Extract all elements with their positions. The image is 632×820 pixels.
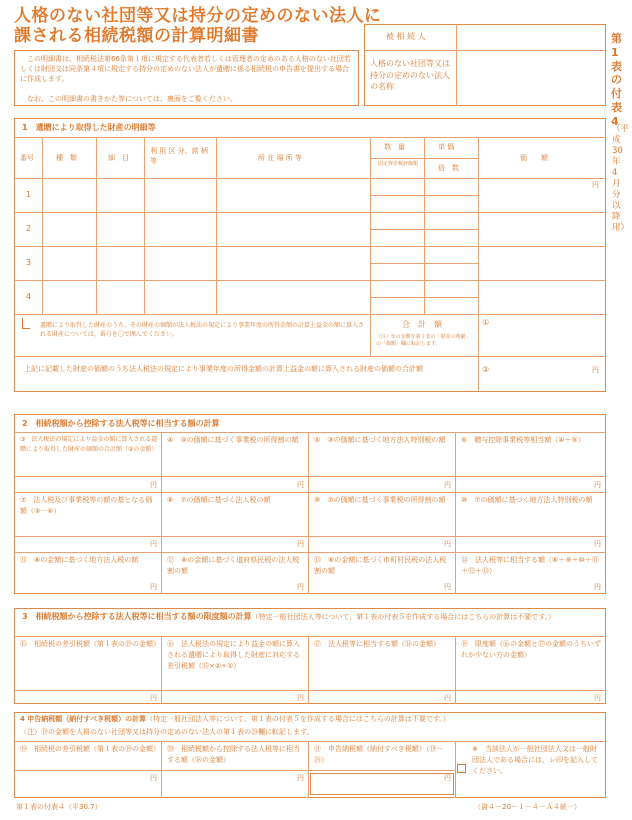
field-2-number: ②	[482, 365, 490, 374]
field-5-label: ⑤ ③の価額に基づく地方法人特別税の額	[314, 436, 446, 444]
property-location-input[interactable]	[218, 180, 368, 210]
property-item-input[interactable]	[98, 180, 142, 210]
heir-name-input[interactable]	[462, 28, 602, 46]
property-kind-input[interactable]	[44, 180, 94, 210]
tax-due-input[interactable]	[310, 773, 454, 795]
taxable-property-description: 上記に記載した財産の価額のうち法人税法の規定により事業年度の所得金額の計算上益金の額に算入される財産の価額の合計額	[24, 365, 423, 373]
field-9-input[interactable]	[310, 538, 440, 551]
section4-title: 4 申告納税額（納付すべき税額）の計算	[20, 715, 147, 723]
unit-yen: 円	[150, 774, 157, 782]
entity-name-input[interactable]	[462, 54, 602, 102]
header-quantity: 数 量	[384, 143, 405, 151]
unit-yen: 円	[444, 694, 451, 702]
field-12-label: ⑫ ⑧の金額に基づく道府県民税の法人税割の額	[167, 556, 300, 576]
unit-yen: 円	[150, 540, 157, 548]
taxable-value-input[interactable]	[496, 360, 604, 390]
section3-heading	[22, 611, 602, 623]
unit-yen: 円	[297, 481, 304, 489]
unit-yen: 円	[594, 583, 601, 591]
field-18-label: ⑱ 限度額（⑯の金額と⑰の金額のうちいずれか少ない方の金額）	[461, 640, 601, 660]
field-11-label: ⑪ ⑧の金額に基づく地方法人税の額	[20, 556, 139, 564]
field-15-label: ⑮ 相続税の差引税額（第１表の⑲の金額）	[20, 640, 160, 648]
unit-yen: 円	[150, 481, 157, 489]
section4-heading	[20, 715, 450, 724]
unit-yen: 円	[297, 774, 304, 782]
form-id-vertical: 第1表の付表4	[611, 32, 622, 128]
field-5-input[interactable]	[310, 478, 440, 491]
section3-note: （特定一般社団法人等について、第１表の付表５を作成する場合にはこちらの計算は不要です。）	[251, 613, 556, 621]
unit-yen: 円	[594, 694, 601, 702]
field-16-label: ⑯ 法人税法の規定により益金の額に算入される遺贈により取得した財産に対応する差引税額（⑮×②÷①）	[167, 640, 300, 671]
note-circle-number: 遺贈により取得した財産のうち、その財産の価額が法人税法の規定により事業年度の所得金額の計算上益金の額に算入される財産については、番号を〇で囲んでください。	[40, 322, 365, 338]
row-number: 4	[26, 292, 32, 301]
field-4-input[interactable]	[163, 478, 293, 491]
unit-yen: 円	[594, 540, 601, 548]
field-17-label: ⑰ 法人税等に相当する額（⑭の金額）	[314, 640, 440, 648]
field-14-label: ⑭ 法人税等に相当する額（⑧＋⑨＋⑩＋⑪＋⑫＋⑬）	[461, 556, 599, 576]
unit-yen: 円	[297, 583, 304, 591]
unit-yen: 円	[444, 481, 451, 489]
field-6-label: ⑥ 贈与控除事業税等相当額（④＋⑤）	[461, 436, 585, 444]
total-note: （注）①の金額を第１表の「財産の明細」の「価額」欄に転記します。	[376, 334, 471, 348]
field-8-input[interactable]	[163, 538, 293, 551]
unit-yen: 円	[592, 181, 599, 189]
header-multiplier: 倍 数	[438, 164, 459, 172]
row-number: 2	[26, 224, 32, 233]
unit-yen: 円	[444, 774, 451, 782]
header-kind: 種 類	[56, 154, 77, 162]
field-1-number: ①	[482, 318, 490, 327]
section2-title: 2 相続税額から控除する法人税等に相当する額の計算	[22, 419, 220, 428]
field-3-label: ③ 法人税法の規定により益金の額に算入される遺贈により取得した財産の価額の合計額（②の金額）	[20, 436, 158, 454]
field-10-label: ⑩ ⑦の価額に基づく地方法人特別税の額	[461, 496, 593, 504]
property-value-input[interactable]	[480, 180, 604, 210]
section4-note: （特定一般社団法人等について、第１表の付表５を作成する場合にはこちらの計算は不要です。）	[146, 715, 450, 723]
row-number: 3	[26, 258, 32, 267]
section3-title: 3 相続税額から控除する法人税等に相当する額の限度額の計算	[22, 612, 252, 621]
unit-yen: 円	[150, 583, 157, 591]
unit-yen: 円	[592, 366, 599, 374]
field-10-input[interactable]	[457, 538, 591, 551]
field-13-label: ⑬ ⑧の金額に基づく市町村民税の法人税割の額	[314, 556, 447, 576]
checkbox-note: ※ 当該法人が一般社団法人又は一般財団法人である場合には、レ印を記入してください。	[472, 745, 598, 775]
section4-note2: （注）⑲の金額を人格のない社団等又は持分の定めのない法人の第１表の⑳欄に転記します。	[20, 728, 314, 736]
bracket-arrow-icon	[22, 318, 30, 329]
intro-note: なお、この明細書の書きかた等については、裏面をご覧ください。	[27, 95, 237, 103]
header-item: 細 目	[108, 154, 129, 162]
unit-yen: 円	[297, 540, 304, 548]
field-7-input[interactable]	[16, 538, 146, 551]
row-number: 1	[26, 190, 32, 199]
field-21-label: ㉑ 申告納税額（納付すべき税額）（⑲－⑳）	[314, 745, 444, 765]
field-6-input[interactable]	[457, 478, 591, 491]
footer-form-number: 第１表の付表４（平30.7）	[16, 803, 102, 811]
heir-label: 被 相 続 人	[386, 32, 426, 41]
header-usage: 利 用 区 分、銘 柄 等	[150, 147, 208, 166]
field-19-label: ⑲ 相続税の差引税額（第１表の⑲の金額）	[20, 745, 160, 753]
unit-yen: 円	[297, 694, 304, 702]
total-value-input[interactable]	[496, 318, 604, 354]
section1-title: 1 遺贈により取得した財産の明細等	[22, 123, 156, 132]
field-7-label: ⑦ 法人税及び事業税等の額の基となる価額（③－⑥）	[20, 496, 153, 516]
header-fixed-asset: 固定資産税評価額	[378, 161, 419, 167]
unit-yen: 円	[150, 694, 157, 702]
unit-yen: 円	[444, 583, 451, 591]
footer-code: （資４－20－１－４－Ａ４統一）	[474, 803, 581, 811]
field-4-label: ④ ③の価額に基づく事業税の所得割の額	[167, 436, 299, 444]
page-title-line1: 人格のない社団等又は持分の定めのない法人に	[14, 6, 382, 26]
entity-label: 人格のない社団等又は持分の定めのない法人の名称	[370, 59, 450, 92]
unit-yen: 円	[444, 540, 451, 548]
header-no: 番号	[20, 154, 34, 162]
general-corporation-checkbox[interactable]	[457, 764, 466, 773]
page-title-line2: 課される相続税額の計算明細書	[14, 26, 259, 46]
intro-paragraph: この明細書は、相続税法第66条第１項に規定する代表者若しくは管理者の定めのある人格のない社団若しくは財団又は同条第４項に規定する持分の定めのない法人が遺贈に係る相続税の申告書を提出する場合に作成します。	[20, 55, 351, 84]
header-location: 所 在 場 所 等	[258, 154, 302, 162]
field-3-input[interactable]	[16, 478, 146, 491]
field-8-label: ⑧ ⑦の価額に基づく法人税の額	[167, 496, 271, 504]
total-label: 合 計 額	[402, 320, 442, 329]
header-value: 価 額	[520, 154, 548, 162]
unit-yen: 円	[594, 481, 601, 489]
field-9-label: ⑨ ⑦の価額に基づく事業税の所得割の額	[314, 496, 446, 504]
header-unit-price: 単 価	[438, 143, 455, 151]
field-20-label: ⑳ 相続税額から控除する法人税等に相当する額（⑱の金額）	[167, 745, 300, 765]
period-vertical: （平成30年4月分以降用）	[612, 124, 630, 234]
